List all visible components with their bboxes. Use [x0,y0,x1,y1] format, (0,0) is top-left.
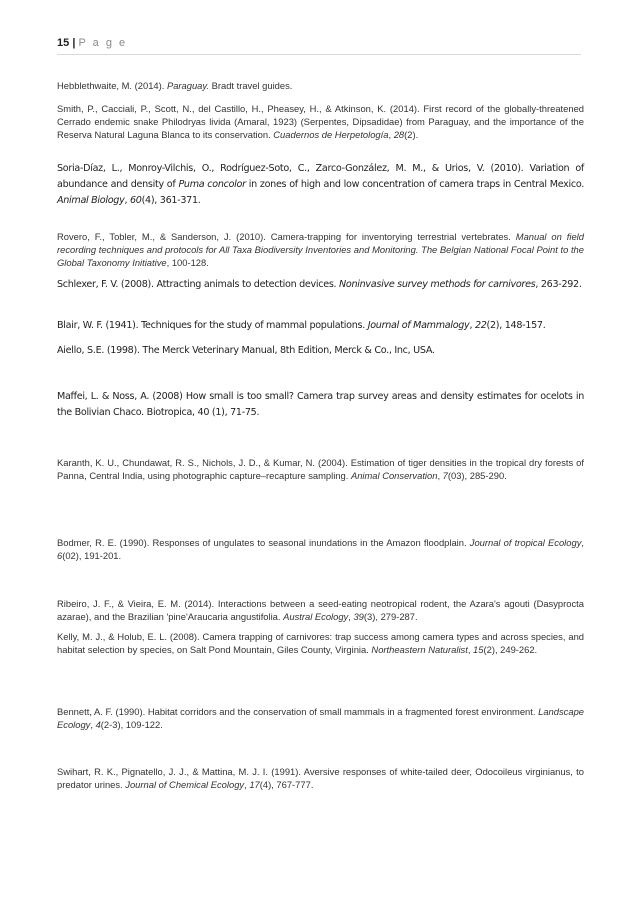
reference-entry [57,389,584,421]
reference-italic-text: 39 [353,611,364,622]
reference-text: Rovero, F., Tobler, M., & Sanderson, J. (2010). Camera-trapping for inventorying terrestrial vertebrates. [57,231,516,242]
reference-text: Soria-Díaz, L., Monroy-Vilchis, O., Rodríguez-Soto, C., Zarco-González, M. M., & Urios, V. (2010). Variation of abundance and density of [57,163,584,190]
reference-italic-text: 4 [95,719,101,730]
reference-text: (4), 767-777. [259,779,314,790]
reference-text: (2-3), 109-122. [100,719,163,730]
page-word: P a g e [78,37,128,49]
reference-text: , [90,719,96,730]
reference-text: , [388,129,394,140]
reference-entry [57,161,584,209]
reference-text: (4), 361-371. [141,195,201,206]
reference-entry [57,102,584,141]
reference-text: , 100-128. [166,257,209,268]
reference-italic-text: Journal of tropical Ecology [469,537,582,548]
reference-text: Hebblethwaite, M. (2014). [57,80,167,91]
reference-text: Blair, W. F. (1941). Techniques for the study of mammal populations. [57,320,368,331]
reference-italic-text: 15 [473,644,484,655]
reference-text: Swihart, R. K., Pignatello, J. J., & Mattina, M. J. I. (1991). Aversive responses of white-tailed deer, Odocoileus virginianus, to predator urines. [57,766,584,790]
reference-entry [57,536,584,562]
reference-italic-text: Manual on field recording techniques and protocols for All Taxa Biodiversity Inventories and Monitoring. The Belgian National Focal Point to the Global Taxonomy Initiative [57,231,584,268]
reference-text: , [581,537,584,548]
page-number: 15 [57,37,70,49]
reference-text: Aiello, S.E. (1998). The Merck Veterinary Manual, 8th Edition, Merck & Co., Inc, USA. [57,345,435,356]
reference-italic-text: Animal Conservation [350,470,438,481]
reference-text: (2), 148-157. [486,320,546,331]
reference-italic-text: 22 [474,320,487,331]
reference-italic-text: 7 [442,470,448,481]
reference-text: (3), 279-287. [363,611,418,622]
reference-entry [57,230,584,269]
reference-entry [57,277,584,293]
reference-text: Bennett, A. F. (1990). Habitat corridors and the conservation of small mammals in a fragmented forest environment. [57,706,539,717]
reference-italic-text: Noninvasive survey methods for carnivores [339,279,536,290]
reference-text: , [244,779,250,790]
reference-text: , [469,320,475,331]
reference-text: Karanth, K. U., Chundawat, R. S., Nichols, J. D., & Kumar, N. (2004). Estimation of tiger densities in the tropical dry forests of Panna, Central India, using photographic capture–recapture sampling. [57,457,584,481]
reference-italic-text: 17 [249,779,260,790]
reference-text: (2). [404,129,419,140]
reference-entry [57,318,584,334]
reference-text: in zones of high and low concentration of camera traps in Central Mexico. [245,179,585,190]
reference-text: , [124,195,130,206]
reference-text: Smith, P., Cacciali, P., Scott, N., del Castillo, H., Pheasey, H., & Atkinson, K. (2014). First record of the globally-threatened Cerrado endemic snake Philodryas livida (Amaral, 1923) (Serpentes, Dipsadidae) from Paraguay, and the importance of the Reserva Natural Laguna Blanca to its conservation. [57,103,584,140]
reference-entry [57,79,584,92]
reference-entry [57,597,584,623]
reference-text: , [467,644,474,655]
reference-text: Bodmer, R. E. (1990). Responses of ungulates to seasonal inundations in the Amazon floodplain. [57,537,470,548]
reference-text: , 263-292. [535,279,582,290]
reference-italic-text: Austral Ecology [283,611,349,622]
reference-text: (03), 285-290. [447,470,507,481]
reference-text: Ribeiro, J. F., & Vieira, E. M. (2014). Interactions between a seed-eating neotropical rodent, the Azara's agouti (Dasyprocta azarae), and the Brazilian 'pine'Araucaria angustifolia. [57,598,584,622]
page-header [57,37,127,49]
reference-italic-text: Landscape Ecology [57,706,584,730]
reference-italic-text: Puma concolor [178,179,246,190]
reference-text: , [348,611,354,622]
reference-entry [57,456,584,482]
reference-italic-text: Northeastern Naturalist [371,644,468,655]
reference-entry [57,765,584,791]
reference-text: Maffei, L. & Noss, A. (2008) How small is too small? Camera trap survey areas and density estimates for ocelots in the Bolivian Chaco. Biotropica, 40 (1), 71-75. [57,391,584,418]
reference-text: Bradt travel guides. [209,80,293,91]
reference-italic-text: Cuadernos de Herpetología [273,129,389,140]
header-rule [57,54,581,55]
reference-text: (02), 191-201. [62,550,122,561]
reference-italic-text: Journal of Chemical Ecology [125,779,245,790]
reference-text: Schlexer, F. V. (2008). Attracting animals to detection devices. [57,279,340,290]
reference-entry [57,343,584,359]
reference-entry [57,705,584,731]
reference-italic-text: Animal Biology [57,195,125,206]
reference-italic-text: 28 [393,129,405,140]
reference-text: , [437,470,443,481]
reference-entry [57,630,584,656]
header-separator: | [72,37,76,49]
reference-italic-text: 60 [129,195,142,206]
reference-text: (2), 249-262. [483,644,538,655]
reference-italic-text: Paraguay. [166,80,209,91]
reference-text: Kelly, M. J., & Holub, E. L. (2008). Camera trapping of carnivores: trap success among camera types and across species, and habitat selection by species, on Salt Pond Mountain, Giles County, Virginia. [57,631,584,655]
reference-italic-text: 6 [57,550,63,561]
reference-italic-text: Journal of Mammalogy [367,320,470,331]
